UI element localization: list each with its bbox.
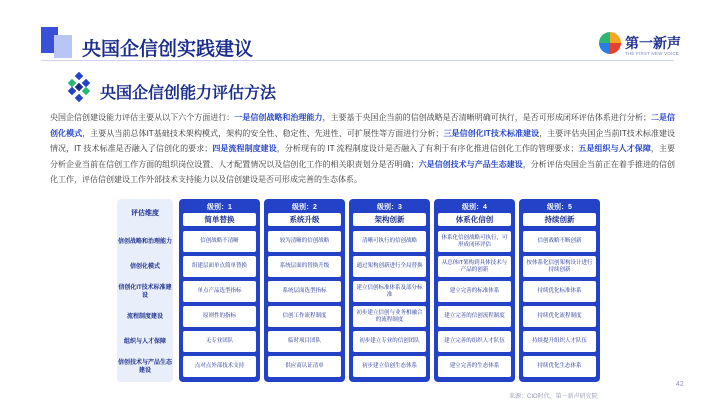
header-decoration-light	[54, 35, 72, 58]
table-cell: 组建层面单点简单替换	[183, 256, 256, 277]
table-cell: 初步建立信创生态体系	[353, 356, 426, 377]
table-cell: 临时项目团队	[268, 331, 341, 352]
paragraph-text: ，主要基于央国企当前的信创战略是否清晰明确可执行，是否可形成闭环评估体系进行分析；	[322, 113, 651, 122]
level-column	[264, 199, 345, 382]
table-cell: 建立完善的标准体系	[438, 281, 511, 302]
page-title: 央国企信创实践建议	[82, 39, 254, 60]
level-label: 级别：5	[547, 204, 572, 211]
paragraph-text: ，主要从当前总体IT基础技术架构模式，架构的安全性、稳定性、先进性、可扩展性等方面进行分析；	[82, 128, 444, 138]
source-note: 来源：CIO时代、第一新声研究院	[509, 394, 598, 400]
table-cell: 供应商认证清单	[268, 356, 341, 377]
logo-mark-icon	[599, 32, 621, 54]
row-header: 信创化模式	[129, 263, 160, 270]
level-label: 级别：3	[377, 204, 402, 211]
table-cell: 持续提升组织人才队伍	[523, 331, 596, 352]
table-cell: 信创战略不断创新	[523, 231, 596, 252]
level-label: 级别：1	[207, 204, 232, 211]
level-column	[519, 199, 600, 382]
diamond-grid-icon	[64, 72, 94, 102]
table-cell: 建立完善的组织人才队伍	[438, 331, 511, 352]
level-name: 简单替换	[183, 213, 256, 226]
level-name: 体系化信创	[438, 213, 511, 226]
row-header: 流程制度建设	[126, 313, 163, 320]
header-divider	[41, 60, 674, 61]
section-title: 央国企信创能力评估方法	[100, 85, 277, 102]
row-header: 信创战略和治理能力	[117, 238, 172, 245]
table-cell: 无专业团队	[183, 331, 256, 352]
highlighted-text: 六是信创技术与产品生态建设	[418, 159, 523, 169]
evaluation-table	[117, 199, 603, 382]
paragraph-text: ，主要评估央国企当前IT技术标准建设情况，IT 技术标准是否融入了信创化的要求；	[50, 128, 676, 153]
table-cell: 建立完善的信创流程制度	[438, 306, 511, 327]
logo-tagline: THE FIRST NEW VOICE	[625, 51, 679, 56]
table-cell: 初步建立专业的信创团队	[353, 331, 426, 352]
row-header-column	[117, 199, 173, 382]
highlighted-text: 五是组织与人才保障	[578, 144, 651, 153]
row-header: 信创化IT技术标准建设	[118, 284, 172, 299]
paragraph-text: ，分析评估央国企当前正在着手推进的信创化工作，评估信创建设工作外部技术支持能力以及信创建设是否可形成完善的生态体系。	[50, 159, 676, 184]
level-name: 系统升级	[268, 213, 341, 226]
intro-paragraph	[50, 110, 675, 188]
table-cell: 信创战略不清晰	[183, 231, 256, 252]
table-cell: 点对点外部技术支持	[183, 356, 256, 377]
level-name: 架构创新	[353, 213, 426, 226]
table-cell: 较为清晰的信创战略	[268, 231, 341, 252]
level-label: 级别：2	[292, 204, 317, 211]
table-cell: 通过架构创新进行全局替换	[353, 256, 426, 277]
table-cell: 按体系化信创架构设计进行持续创新	[523, 256, 596, 277]
table-cell: 建立信创标准体系及部分标准	[353, 281, 426, 302]
table-cell: 原则性的指标	[183, 306, 256, 327]
paragraph-text: 央国企信创建设能力评估主要从以下六个方面进行：	[50, 113, 235, 122]
highlighted-text: 二是信创化模式	[50, 113, 676, 138]
table-cell: 信创工作流程制度	[268, 306, 341, 327]
row-header: 组织与人才保障	[123, 338, 166, 345]
highlighted-text: 三是信创化IT技术标准建设	[443, 128, 540, 138]
paragraph-text: ，主要分析企业当前在信创工作方面的组织岗位设置、人才配置情况以及信创化工作的相关职责划分是否明确；	[50, 144, 676, 169]
level-label: 级别：4	[462, 204, 487, 211]
level-column	[349, 199, 430, 382]
page-number: 42	[676, 381, 684, 388]
table-cell: 初步建立信创与业务相融合的流程制度	[353, 306, 426, 327]
table-cell: 持续优化流程制度	[523, 306, 596, 327]
row-header: 信创技术与产品生态建设	[117, 359, 172, 374]
table-cell: 建立完善的生态体系	[438, 356, 511, 377]
highlighted-text: 四是流程制度建设	[212, 144, 277, 153]
brand-logo	[599, 30, 699, 60]
table-cell: 单点产品选型指标	[183, 281, 256, 302]
paragraph-text: ，分析现有的 IT 流程制度设计是否融入了有利于有序化推进信创化工作的管理要求；	[276, 144, 579, 153]
level-column	[434, 199, 515, 382]
level-column	[179, 199, 260, 382]
table-cell: 体系化信创战略可执行，可形成闭环评估	[438, 231, 511, 252]
table-cell: 系统层面选型指标	[268, 281, 341, 302]
level-name: 持续创新	[523, 213, 596, 226]
table-cell: 持续优化生态体系	[523, 356, 596, 377]
table-cell: 清晰可执行的信创战略	[353, 231, 426, 252]
table-cell: 持续优化标准体系	[523, 281, 596, 302]
logo-name: 第一新声	[625, 35, 681, 51]
table-cell: 系统层面的替换升级	[268, 256, 341, 277]
highlighted-text: 一是信创战略和治理能力	[234, 113, 323, 122]
table-cell: 从总体IT架构到具体技术与产品的创新	[438, 256, 511, 277]
table-header-label: 评估维度	[131, 210, 159, 217]
